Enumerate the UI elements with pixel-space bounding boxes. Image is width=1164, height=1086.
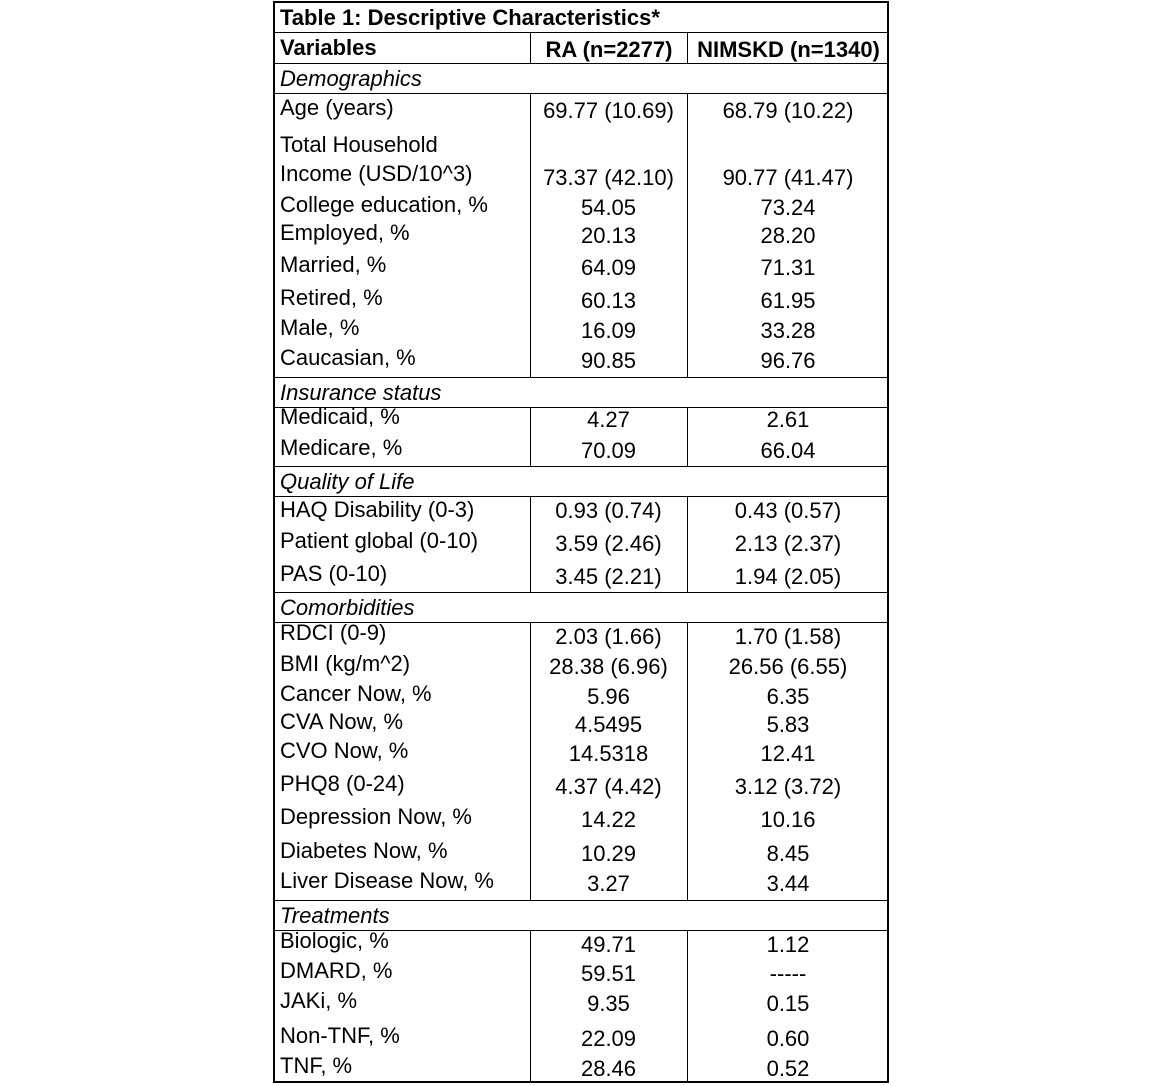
row-label: Income (USD/10^3) [280, 161, 473, 186]
ra-value: 90.85 [580, 348, 637, 373]
ra-value: 60.13 [580, 288, 637, 313]
table-row [275, 528, 887, 556]
table-row [275, 497, 887, 525]
ra-value: 9.35 [587, 991, 630, 1016]
table-row [275, 252, 887, 280]
ra-value: 28.46 [580, 1056, 637, 1081]
row-label: RDCI (0-9) [280, 620, 387, 645]
nimskd-value: 2.13 (2.37) [734, 531, 842, 556]
nimskd-value: 66.04 [760, 438, 816, 463]
table-row [275, 192, 887, 220]
table-row [275, 738, 887, 766]
ra-value: 3.59 (2.46) [555, 531, 662, 556]
table-row [275, 132, 887, 160]
table-row [275, 345, 887, 373]
ra-value: 59.51 [580, 961, 637, 986]
descriptive-characteristics-table [273, 1, 889, 1083]
nimskd-value: 5.83 [766, 712, 810, 737]
table-title-row [275, 3, 887, 32]
row-label: BMI (kg/m^2) [280, 651, 411, 676]
row-label: TNF, % [280, 1053, 353, 1078]
table-row [275, 285, 887, 313]
ra-value: 4.37 (4.42) [555, 774, 662, 799]
section-heading-row [275, 592, 887, 622]
section-treatments: Treatments [280, 903, 390, 928]
section-heading-row [275, 377, 887, 407]
section-heading-row [275, 466, 887, 496]
section-comorbidities: Comorbidities [280, 595, 415, 620]
row-label: Married, % [280, 252, 387, 277]
nimskd-value: 0.52 [766, 1056, 810, 1081]
row-label: PAS (0-10) [280, 561, 388, 586]
nimskd-value: 1.94 (2.05) [734, 564, 842, 589]
nimskd-value: 71.31 [760, 255, 816, 280]
row-label: Retired, % [280, 285, 383, 310]
row-label: CVO Now, % [280, 738, 409, 763]
ra-value: 4.5495 [574, 712, 643, 737]
nimskd-value: 0.15 [766, 991, 810, 1016]
ra-value: 14.5318 [568, 741, 649, 766]
ra-value: 69.77 (10.69) [543, 98, 674, 123]
ra-value: 3.45 (2.21) [555, 564, 662, 589]
section-insurance-status: Insurance status [280, 380, 442, 405]
nimskd-value: 3.44 [766, 871, 810, 896]
ra-value: 28.38 (6.96) [549, 654, 668, 679]
section-demographics: Demographics [280, 66, 422, 91]
ra-value: 4.27 [587, 407, 630, 432]
nimskd-value: 1.12 [766, 932, 810, 957]
table-row [275, 868, 887, 896]
row-label: HAQ Disability (0-3) [280, 497, 475, 522]
table-row [275, 958, 887, 986]
ra-value: 16.09 [580, 318, 637, 343]
row-label: Employed, % [280, 220, 410, 245]
nimskd-value: 0.43 (0.57) [734, 498, 842, 523]
table-row [275, 220, 887, 248]
row-label: CVA Now, % [280, 709, 404, 734]
ra-value: 64.09 [580, 255, 637, 280]
ra-value: 3.27 [587, 871, 630, 896]
nimskd-value: 26.56 (6.55) [728, 654, 848, 679]
row-label: College education, % [280, 192, 488, 217]
row-label: JAKi, % [280, 988, 358, 1013]
row-label-line1: Total Household [280, 132, 438, 157]
nimskd-value: 73.24 [760, 195, 816, 220]
nimskd-value: 12.41 [760, 741, 816, 766]
table-row [275, 161, 887, 189]
nimskd-value: 68.79 (10.22) [722, 98, 854, 123]
ra-value: 2.03 (1.66) [555, 624, 662, 649]
table-row [275, 651, 887, 679]
section-heading-row [275, 900, 887, 930]
row-label: Medicare, % [280, 435, 403, 460]
nimskd-value: 10.16 [760, 807, 816, 832]
row-label: Medicaid, % [280, 404, 400, 429]
row-label: DMARD, % [280, 958, 393, 983]
ra-value: 73.37 (42.10) [543, 165, 674, 190]
table-row [275, 771, 887, 799]
table-title: Table 1: Descriptive Characteristics* [280, 5, 660, 30]
ra-value: 5.96 [587, 684, 630, 709]
row-label: Biologic, % [280, 928, 389, 953]
table-row [275, 435, 887, 463]
table-row [275, 95, 887, 123]
nimskd-value: 8.45 [766, 841, 810, 866]
table-row [275, 838, 887, 866]
row-label: Age (years) [280, 95, 394, 120]
ra-value: 70.09 [580, 438, 637, 463]
row-label: Cancer Now, % [280, 681, 432, 706]
row-label: Depression Now, % [280, 804, 472, 829]
header-ra: RA (n=2277) [530, 33, 687, 63]
nimskd-value: 33.28 [760, 318, 816, 343]
nimskd-value: 2.61 [766, 407, 810, 432]
row-label: Liver Disease Now, % [280, 868, 494, 893]
table-row [275, 561, 887, 589]
table-header-row [275, 32, 887, 63]
header-nimskd: NIMSKD (n=1340) [687, 33, 889, 63]
table-row [275, 928, 887, 956]
ra-value: 10.29 [580, 841, 637, 866]
row-label: Caucasian, % [280, 345, 416, 370]
table-row [275, 804, 887, 832]
ra-value: 20.13 [580, 223, 637, 248]
table-row [275, 315, 887, 343]
nimskd-value: 90.77 (41.47) [722, 165, 854, 190]
row-label: PHQ8 (0-24) [280, 771, 405, 796]
ra-value: 49.71 [580, 932, 637, 957]
nimskd-value: 1.70 (1.58) [734, 624, 842, 649]
nimskd-value: 6.35 [766, 684, 810, 709]
nimskd-value: 96.76 [760, 348, 816, 373]
table-row [275, 681, 887, 709]
nimskd-value: ----- [769, 961, 807, 986]
ra-value: 14.22 [580, 807, 637, 832]
table-row [275, 1023, 887, 1051]
ra-value: 0.93 (0.74) [555, 498, 662, 523]
row-label: Diabetes Now, % [280, 838, 448, 863]
section-heading-row [275, 63, 887, 93]
row-label: Male, % [280, 315, 360, 340]
ra-value: 54.05 [580, 195, 637, 220]
nimskd-value: 28.20 [760, 223, 816, 248]
ra-value: 22.09 [580, 1026, 637, 1051]
nimskd-value: 3.12 (3.72) [734, 774, 842, 799]
nimskd-value: 61.95 [760, 288, 816, 313]
table-row [275, 709, 887, 737]
header-variables: Variables [280, 35, 377, 60]
table-row [275, 404, 887, 432]
table-row [275, 988, 887, 1016]
row-label: Patient global (0-10) [280, 528, 479, 553]
nimskd-value: 0.60 [766, 1026, 810, 1051]
row-label: Non-TNF, % [280, 1023, 400, 1048]
section-quality-of-life: Quality of Life [280, 469, 415, 494]
table-row [275, 1053, 887, 1081]
table-row [275, 620, 887, 648]
